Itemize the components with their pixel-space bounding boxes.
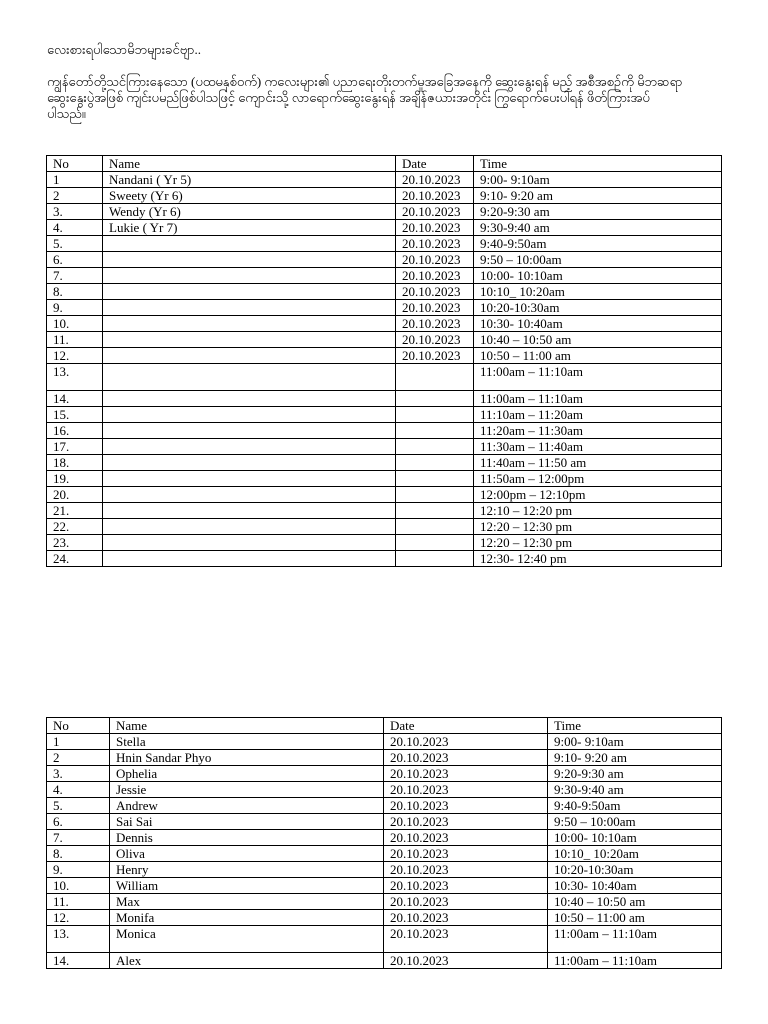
cell-date: 20.10.2023 <box>396 172 474 188</box>
cell-date: 20.10.2023 <box>396 220 474 236</box>
cell-time: 11:00am – 11:10am <box>474 391 722 407</box>
cell-time: 11:10am – 11:20am <box>474 407 722 423</box>
cell-no: 20. <box>47 487 103 503</box>
table-row <box>47 519 722 535</box>
cell-name <box>103 471 396 487</box>
cell-name: Monifa <box>110 910 384 926</box>
cell-date: 20.10.2023 <box>384 846 548 862</box>
header-no: No <box>47 156 103 172</box>
cell-no: 4. <box>47 782 110 798</box>
cell-date: 20.10.2023 <box>396 268 474 284</box>
cell-date: 20.10.2023 <box>384 830 548 846</box>
cell-no: 17. <box>47 439 103 455</box>
cell-time: 9:40-9:50am <box>474 236 722 252</box>
table-row <box>47 391 722 407</box>
cell-name <box>103 487 396 503</box>
cell-no: 13. <box>47 926 110 953</box>
cell-no: 12. <box>47 910 110 926</box>
cell-no: 5. <box>47 236 103 252</box>
cell-no: 6. <box>47 252 103 268</box>
cell-time: 12:20 – 12:30 pm <box>474 535 722 551</box>
cell-date: 20.10.2023 <box>396 204 474 220</box>
cell-name: Henry <box>110 862 384 878</box>
cell-date: 20.10.2023 <box>384 782 548 798</box>
cell-name: Hnin Sandar Phyo <box>110 750 384 766</box>
cell-date: 20.10.2023 <box>384 798 548 814</box>
cell-name <box>103 284 396 300</box>
cell-name: Andrew <box>110 798 384 814</box>
header-date: Date <box>396 156 474 172</box>
cell-time: 9:00- 9:10am <box>474 172 722 188</box>
cell-name <box>103 236 396 252</box>
cell-no: 18. <box>47 455 103 471</box>
schedule-table-1 <box>46 155 722 567</box>
cell-no: 5. <box>47 798 110 814</box>
cell-date: 20.10.2023 <box>384 750 548 766</box>
table-row <box>47 862 722 878</box>
cell-name: William <box>110 878 384 894</box>
cell-date: 20.10.2023 <box>384 910 548 926</box>
table-row <box>47 284 722 300</box>
cell-name <box>103 268 396 284</box>
cell-no: 2 <box>47 188 103 204</box>
table-row <box>47 926 722 953</box>
cell-time: 10:00- 10:10am <box>474 268 722 284</box>
cell-time: 10:30- 10:40am <box>548 878 722 894</box>
cell-time: 12:20 – 12:30 pm <box>474 519 722 535</box>
cell-name: Stella <box>110 734 384 750</box>
table-row <box>47 535 722 551</box>
cell-date <box>396 391 474 407</box>
intro-letter <box>47 42 687 122</box>
table-row <box>47 953 722 969</box>
cell-name <box>103 252 396 268</box>
cell-time: 11:00am – 11:10am <box>548 953 722 969</box>
cell-no: 11. <box>47 894 110 910</box>
cell-name <box>103 455 396 471</box>
cell-name: Nandani ( Yr 5) <box>103 172 396 188</box>
cell-no: 24. <box>47 551 103 567</box>
cell-no: 14. <box>47 391 103 407</box>
table-row <box>47 172 722 188</box>
cell-no: 22. <box>47 519 103 535</box>
table-row <box>47 487 722 503</box>
table-row <box>47 439 722 455</box>
cell-no: 12. <box>47 348 103 364</box>
table-row <box>47 268 722 284</box>
cell-time: 11:30am – 11:40am <box>474 439 722 455</box>
table-row <box>47 252 722 268</box>
table-row <box>47 364 722 391</box>
cell-time: 10:50 – 11:00 am <box>474 348 722 364</box>
cell-time: 9:00- 9:10am <box>548 734 722 750</box>
cell-time: 10:30- 10:40am <box>474 316 722 332</box>
header-time: Time <box>548 718 722 734</box>
cell-time: 11:00am – 11:10am <box>474 364 722 391</box>
table-row <box>47 204 722 220</box>
cell-no: 1 <box>47 734 110 750</box>
greeting-line: လေးစားရပါသောမိဘများခင်ဗျာ.. <box>47 42 202 57</box>
cell-no: 21. <box>47 503 103 519</box>
table-row <box>47 300 722 316</box>
cell-time: 10:40 – 10:50 am <box>548 894 722 910</box>
table-row <box>47 814 722 830</box>
table-row <box>47 332 722 348</box>
cell-date: 20.10.2023 <box>384 953 548 969</box>
cell-name: Wendy (Yr 6) <box>103 204 396 220</box>
cell-name: Ophelia <box>110 766 384 782</box>
header-name: Name <box>110 718 384 734</box>
cell-time: 9:20-9:30 am <box>474 204 722 220</box>
cell-no: 7. <box>47 830 110 846</box>
cell-name <box>103 348 396 364</box>
cell-no: 8. <box>47 846 110 862</box>
cell-no: 16. <box>47 423 103 439</box>
table-row <box>47 188 722 204</box>
cell-date <box>396 551 474 567</box>
header-date: Date <box>384 718 548 734</box>
cell-name <box>103 439 396 455</box>
cell-name <box>103 423 396 439</box>
cell-date: 20.10.2023 <box>396 300 474 316</box>
cell-no: 1 <box>47 172 103 188</box>
cell-date <box>396 455 474 471</box>
cell-no: 2 <box>47 750 110 766</box>
cell-time: 9:20-9:30 am <box>548 766 722 782</box>
table-row <box>47 910 722 926</box>
cell-name: Monica <box>110 926 384 953</box>
table-row <box>47 750 722 766</box>
cell-name <box>103 535 396 551</box>
cell-time: 10:20-10:30am <box>548 862 722 878</box>
cell-date <box>396 503 474 519</box>
cell-date: 20.10.2023 <box>384 766 548 782</box>
cell-date: 20.10.2023 <box>384 926 548 953</box>
cell-date <box>396 471 474 487</box>
cell-date: 20.10.2023 <box>384 814 548 830</box>
cell-date <box>396 519 474 535</box>
cell-time: 11:40am – 11:50 am <box>474 455 722 471</box>
cell-time: 12:30- 12:40 pm <box>474 551 722 567</box>
cell-no: 6. <box>47 814 110 830</box>
table-row <box>47 407 722 423</box>
cell-no: 11. <box>47 332 103 348</box>
cell-time: 11:50am – 12:00pm <box>474 471 722 487</box>
cell-time: 10:10_ 10:20am <box>474 284 722 300</box>
header-name: Name <box>103 156 396 172</box>
header-time: Time <box>474 156 722 172</box>
cell-date: 20.10.2023 <box>384 734 548 750</box>
table-row <box>47 782 722 798</box>
cell-date: 20.10.2023 <box>396 252 474 268</box>
cell-name <box>103 332 396 348</box>
cell-name: Sweety (Yr 6) <box>103 188 396 204</box>
cell-date: 20.10.2023 <box>384 862 548 878</box>
cell-name: Max <box>110 894 384 910</box>
table-row <box>47 236 722 252</box>
cell-time: 11:00am – 11:10am <box>548 926 722 953</box>
cell-time: 10:10_ 10:20am <box>548 846 722 862</box>
cell-name <box>103 300 396 316</box>
cell-name: Dennis <box>110 830 384 846</box>
cell-name: Jessie <box>110 782 384 798</box>
cell-name <box>103 551 396 567</box>
cell-name <box>103 407 396 423</box>
cell-time: 9:10- 9:20 am <box>474 188 722 204</box>
cell-time: 9:40-9:50am <box>548 798 722 814</box>
cell-no: 15. <box>47 407 103 423</box>
cell-time: 12:00pm – 12:10pm <box>474 487 722 503</box>
cell-date <box>396 487 474 503</box>
cell-name <box>103 503 396 519</box>
table-header-row <box>47 718 722 734</box>
table-row <box>47 798 722 814</box>
cell-name: Alex <box>110 953 384 969</box>
cell-time: 9:50 – 10:00am <box>474 252 722 268</box>
table-row <box>47 830 722 846</box>
cell-time: 9:10- 9:20 am <box>548 750 722 766</box>
cell-date: 20.10.2023 <box>396 188 474 204</box>
table-row <box>47 471 722 487</box>
cell-date: 20.10.2023 <box>396 332 474 348</box>
cell-name <box>103 519 396 535</box>
cell-time: 9:30-9:40 am <box>548 782 722 798</box>
cell-date <box>396 535 474 551</box>
schedule-table-2 <box>46 717 722 969</box>
table-row <box>47 423 722 439</box>
table-row <box>47 766 722 782</box>
header-no: No <box>47 718 110 734</box>
table-row <box>47 878 722 894</box>
cell-name <box>103 391 396 407</box>
table-row <box>47 220 722 236</box>
cell-date <box>396 407 474 423</box>
cell-no: 9. <box>47 862 110 878</box>
cell-time: 10:50 – 11:00 am <box>548 910 722 926</box>
cell-date <box>396 423 474 439</box>
table-row <box>47 455 722 471</box>
cell-name: Sai Sai <box>110 814 384 830</box>
cell-date: 20.10.2023 <box>396 284 474 300</box>
cell-no: 10. <box>47 878 110 894</box>
cell-date: 20.10.2023 <box>396 236 474 252</box>
cell-no: 3. <box>47 204 103 220</box>
cell-time: 12:10 – 12:20 pm <box>474 503 722 519</box>
cell-time: 9:30-9:40 am <box>474 220 722 236</box>
cell-name <box>103 364 396 391</box>
cell-no: 9. <box>47 300 103 316</box>
cell-no: 10. <box>47 316 103 332</box>
cell-time: 11:20am – 11:30am <box>474 423 722 439</box>
cell-date: 20.10.2023 <box>384 878 548 894</box>
cell-no: 19. <box>47 471 103 487</box>
table-row <box>47 551 722 567</box>
cell-date <box>396 439 474 455</box>
cell-no: 7. <box>47 268 103 284</box>
intro-paragraph: ကျွန်တော်တို့သင်ကြားနေသော (ပထမနှစ်ဝက်) ကလေးများ၏ ပညာရေးတိုးတက်မှုအခြေအနေကို ဆွေးနွေးရန် မည့် အစီအစဉ်ကို မိဘဆရာ ဆွေးနွေးပွဲအဖြစ် ကျင်းပမည်ဖြစ်ပါသဖြင့် ကျောင်းသို့ လာရောက်ဆွေးနွေးရန် အချိန်ဇယားအတိုင်း ကြွရောက်ပေးပါရန် ဖိတ်ကြားအပ်ပါသည်။ <box>47 74 683 121</box>
cell-date: 20.10.2023 <box>384 894 548 910</box>
cell-time: 10:20-10:30am <box>474 300 722 316</box>
cell-no: 13. <box>47 364 103 391</box>
cell-time: 9:50 – 10:00am <box>548 814 722 830</box>
cell-no: 23. <box>47 535 103 551</box>
cell-date <box>396 364 474 391</box>
cell-no: 4. <box>47 220 103 236</box>
cell-name: Oliva <box>110 846 384 862</box>
cell-name: Lukie ( Yr 7) <box>103 220 396 236</box>
table-row <box>47 503 722 519</box>
cell-no: 14. <box>47 953 110 969</box>
cell-date: 20.10.2023 <box>396 316 474 332</box>
cell-name <box>103 316 396 332</box>
table-header-row <box>47 156 722 172</box>
cell-no: 3. <box>47 766 110 782</box>
cell-date: 20.10.2023 <box>396 348 474 364</box>
table-row <box>47 734 722 750</box>
cell-time: 10:00- 10:10am <box>548 830 722 846</box>
cell-no: 8. <box>47 284 103 300</box>
table-row <box>47 846 722 862</box>
table-row <box>47 348 722 364</box>
cell-time: 10:40 – 10:50 am <box>474 332 722 348</box>
table-row <box>47 894 722 910</box>
table-row <box>47 316 722 332</box>
